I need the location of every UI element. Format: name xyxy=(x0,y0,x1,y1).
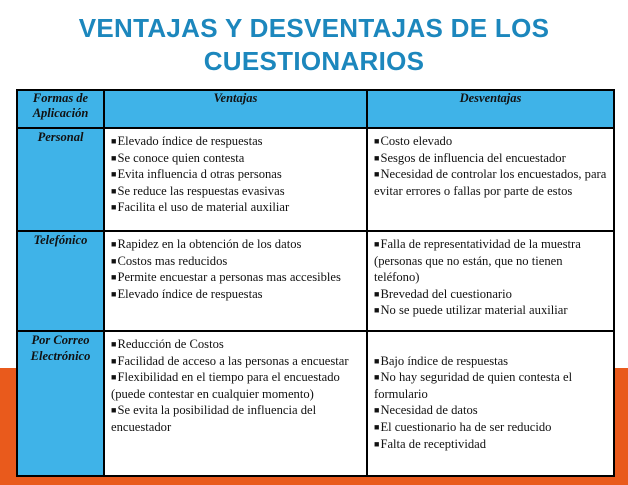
disadvantages-cell-personal xyxy=(367,128,614,231)
header-forms-line-2: Aplicación xyxy=(32,106,89,120)
list-item xyxy=(374,402,608,419)
list-item xyxy=(111,336,361,353)
square-bullet-icon: ■ xyxy=(111,152,117,163)
square-bullet-icon: ■ xyxy=(374,438,380,449)
table-row-telefonico xyxy=(17,231,614,331)
square-bullet-icon: ■ xyxy=(111,355,117,366)
list-item xyxy=(111,353,361,370)
table-row-personal xyxy=(17,128,614,231)
slide-title-line-1: VENTAJAS Y DESVENTAJAS DE LOS xyxy=(78,13,550,43)
header-advantages: Ventajas xyxy=(104,90,367,128)
list-item-text: Rapidez en la obtención de los datos xyxy=(117,237,302,251)
list-item xyxy=(111,402,361,435)
list-item-text: Elevado índice de respuestas xyxy=(117,134,263,148)
square-bullet-icon: ■ xyxy=(111,339,117,349)
list-item-text: Se conoce quien contesta xyxy=(117,150,245,165)
square-bullet-icon: ■ xyxy=(374,405,380,416)
form-label-correo xyxy=(17,331,104,476)
list-item xyxy=(111,269,361,286)
list-item-text: Se reduce las respuestas evasivas xyxy=(117,183,285,198)
list-item xyxy=(374,436,608,453)
comparison-table xyxy=(16,89,615,477)
square-bullet-icon: ■ xyxy=(374,239,380,249)
square-bullet-icon: ■ xyxy=(111,372,117,383)
advantages-cell-telefonico xyxy=(104,231,367,331)
list-item-text: Costo elevado xyxy=(380,134,453,148)
form-label-telefonico xyxy=(17,231,104,331)
square-bullet-icon: ■ xyxy=(111,202,117,213)
list-item-text: Necesidad de controlar los encuestados, para evitar errores o fallas por parte de estos xyxy=(374,167,607,198)
square-bullet-icon: ■ xyxy=(374,421,380,432)
list-item xyxy=(111,183,361,200)
list-item xyxy=(374,133,608,150)
advantages-cell-personal xyxy=(104,128,367,231)
form-label-line-2: Electrónico xyxy=(30,349,91,363)
list-item xyxy=(111,253,361,270)
square-bullet-icon: ■ xyxy=(111,185,117,196)
disadvantages-cell-telefonico xyxy=(367,231,614,331)
header-forms xyxy=(17,90,104,128)
list-item xyxy=(111,236,361,253)
square-bullet-icon: ■ xyxy=(374,305,380,316)
square-bullet-icon: ■ xyxy=(374,136,380,146)
list-item-text: Flexibilidad en el tiempo para el encuestado (puede contestar en cualquier momento) xyxy=(111,370,340,401)
header-forms-line-1: Formas de xyxy=(32,91,89,105)
list-item xyxy=(111,286,361,303)
form-label-line-1: Personal xyxy=(37,130,84,144)
square-bullet-icon: ■ xyxy=(374,288,380,299)
list-item xyxy=(111,199,361,216)
header-disadvantages: Desventajas xyxy=(367,90,614,128)
list-item-text: El cuestionario ha de ser reducido xyxy=(380,419,552,434)
list-item xyxy=(374,236,608,286)
form-label-line-1: Por Correo xyxy=(31,333,90,347)
square-bullet-icon: ■ xyxy=(111,169,117,180)
list-item-text: No hay seguridad de quien contesta el formulario xyxy=(374,370,573,401)
list-item-text: Falta de receptividad xyxy=(380,436,487,451)
list-item-text: Necesidad de datos xyxy=(380,403,478,418)
list-item xyxy=(111,369,361,402)
disadvantages-cell-correo xyxy=(367,331,614,476)
list-item-text: Brevedad del cuestionario xyxy=(380,286,512,301)
square-bullet-icon: ■ xyxy=(374,372,380,383)
list-item xyxy=(374,369,608,402)
list-item-text: Facilita el uso de material auxiliar xyxy=(117,200,290,215)
list-item-text: No se puede utilizar material auxiliar xyxy=(380,303,568,318)
list-item xyxy=(374,150,608,167)
square-bullet-icon: ■ xyxy=(111,405,117,416)
advantages-cell-correo xyxy=(104,331,367,476)
list-item-text: Permite encuestar a personas mas accesibles xyxy=(117,270,341,285)
square-bullet-icon: ■ xyxy=(374,355,380,366)
square-bullet-icon: ■ xyxy=(111,136,117,146)
list-item-text: Bajo índice de respuestas xyxy=(380,353,509,368)
list-item-text: Elevado índice de respuestas xyxy=(117,286,263,301)
list-item-text: Facilidad de acceso a las personas a encuestar xyxy=(117,353,349,368)
list-item-text: Falla de representatividad de la muestra (personas que no están, que no tienen teléfono) xyxy=(374,237,581,285)
list-item xyxy=(111,150,361,167)
form-label-line-1: Telefónico xyxy=(33,233,88,247)
list-item xyxy=(374,353,608,370)
table-header-row xyxy=(17,90,614,128)
list-item xyxy=(374,302,608,319)
list-item xyxy=(374,166,608,199)
square-bullet-icon: ■ xyxy=(111,272,117,283)
square-bullet-icon: ■ xyxy=(111,288,117,299)
cell-top-spacer xyxy=(374,336,608,353)
list-item-text: Sesgos de influencia del encuestador xyxy=(380,150,566,165)
list-item-text: Se evita la posibilidad de influencia del encuestador xyxy=(111,403,317,434)
square-bullet-icon: ■ xyxy=(111,239,117,249)
list-item xyxy=(374,286,608,303)
list-item-text: Reducción de Costos xyxy=(117,337,224,351)
form-label-personal xyxy=(17,128,104,231)
square-bullet-icon: ■ xyxy=(374,152,380,163)
square-bullet-icon: ■ xyxy=(374,169,380,180)
list-item xyxy=(111,166,361,183)
list-item xyxy=(111,133,361,150)
list-item-text: Evita influencia d otras personas xyxy=(117,167,282,182)
slide-title-line-2: CUESTIONARIOS xyxy=(203,46,425,76)
list-item xyxy=(374,419,608,436)
table-row-correo xyxy=(17,331,614,476)
slide-title xyxy=(0,12,628,78)
square-bullet-icon: ■ xyxy=(111,255,117,266)
list-item-text: Costos mas reducidos xyxy=(117,253,228,268)
